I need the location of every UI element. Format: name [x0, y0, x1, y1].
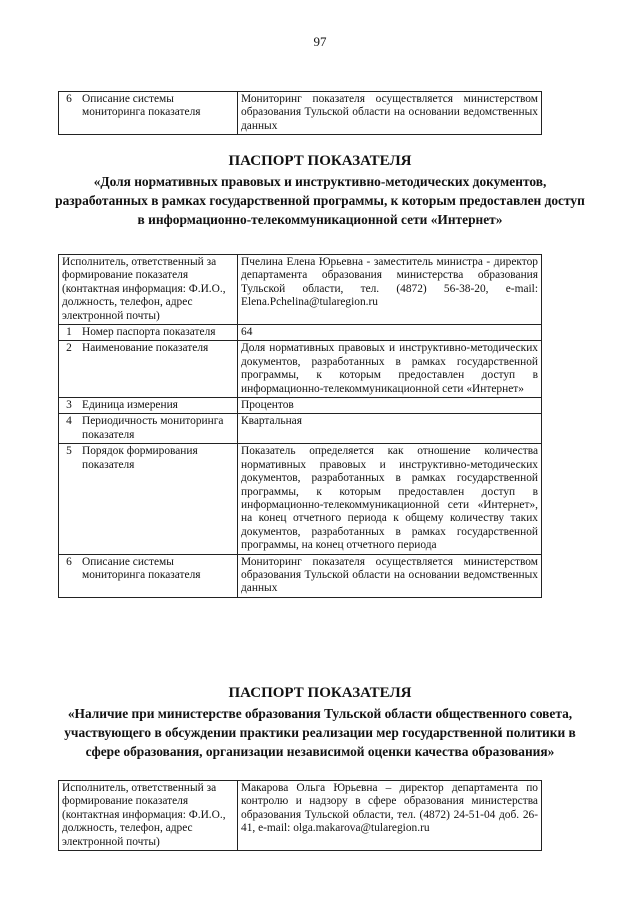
executor-label: Исполнитель, ответственный за формирование показателя (контактная информация: Ф.И.О., должность, телефон, адрес электронной почты) — [59, 781, 238, 851]
row-label: Наименование показателя — [79, 341, 238, 398]
passport2-table — [58, 780, 542, 851]
row-value: Доля нормативных правовых и инструктивно-методических документов, разработанных в рамках государственной программы, к которым предоставлен доступ в информационно-телекоммуникационной сети «Интернет» — [238, 341, 542, 398]
top-passport-table — [58, 91, 542, 135]
table-row — [59, 781, 542, 851]
row-number: 3 — [59, 398, 80, 414]
row-number: 2 — [59, 341, 80, 398]
row-number: 6 — [59, 92, 80, 135]
row-value: 64 — [238, 325, 542, 341]
row-value: Квартальная — [238, 414, 542, 444]
row-value: Мониторинг показателя осуществляется министерством образования Тульской области на основании ведомственных данных — [238, 554, 542, 597]
table-row — [59, 554, 542, 597]
executor-label: Исполнитель, ответственный за формирование показателя (контактная информация: Ф.И.О., должность, телефон, адрес электронной почты) — [59, 255, 238, 325]
row-label: Номер паспорта показателя — [79, 325, 238, 341]
row-label: Порядок формирования показателя — [79, 444, 238, 554]
table-row — [59, 341, 542, 398]
table-row — [59, 414, 542, 444]
table-row — [59, 92, 542, 135]
passport2-title: «Наличие при министерстве образования Тульской области общественного совета, участвующего в обсуждении практики реализации мер государственной политики в сфере образования, организации независимой оценки качества образования» — [64, 706, 576, 759]
row-value: Показатель определяется как отношение количества нормативных правовых и инструктивно-методических документов, разработанных в рамках государственной программы, к которым предоставлен доступ в информационно-телекоммуникационной сети «Интернет», на конец отчетного периода к общему количеству таких документов, разработанных в рамках государственной программы, на конец отчетного периода — [238, 444, 542, 554]
row-label: Периодичность мониторинга показателя — [79, 414, 238, 444]
executor-value: Пчелина Елена Юрьевна - заместитель министра - директор департамента образования министерства образования Тульской области, тел. (4872) 56-38-20, e-mail: Elena.Pchelina@tularegion.ru — [238, 255, 542, 325]
table-row — [59, 255, 542, 325]
passport1-heading: ПАСПОРТ ПОКАЗАТЕЛЯ — [228, 153, 412, 169]
row-label: Единица измерения — [79, 398, 238, 414]
row-number: 4 — [59, 414, 80, 444]
row-number: 5 — [59, 444, 80, 554]
passport2-heading: ПАСПОРТ ПОКАЗАТЕЛЯ — [228, 685, 412, 701]
passport1-title: «Доля нормативных правовых и инструктивно-методических документов, разработанных в рамках государственной программы, к которым предоставлен доступ в информационно-телекоммуникационной сети «Интернет» — [55, 174, 585, 227]
table-row — [59, 325, 542, 341]
table-row — [59, 398, 542, 414]
row-number: 1 — [59, 325, 80, 341]
page-number: 97 — [313, 34, 327, 49]
executor-value: Макарова Ольга Юрьевна – директор департамента по контролю и надзору в сфере образования министерства образования Тульской области, тел. (4872) 24-51-04 доб. 26-41, e-mail: olga.makarova@tularegion.ru — [238, 781, 542, 851]
row-label: Описание системы мониторинга показателя — [79, 92, 238, 135]
table-row — [59, 444, 542, 554]
row-label: Описание системы мониторинга показателя — [79, 554, 238, 597]
row-number: 6 — [59, 554, 80, 597]
row-value: Мониторинг показателя осуществляется министерством образования Тульской области на основании ведомственных данных — [238, 92, 542, 135]
passport1-table — [58, 254, 542, 598]
row-value: Процентов — [238, 398, 542, 414]
